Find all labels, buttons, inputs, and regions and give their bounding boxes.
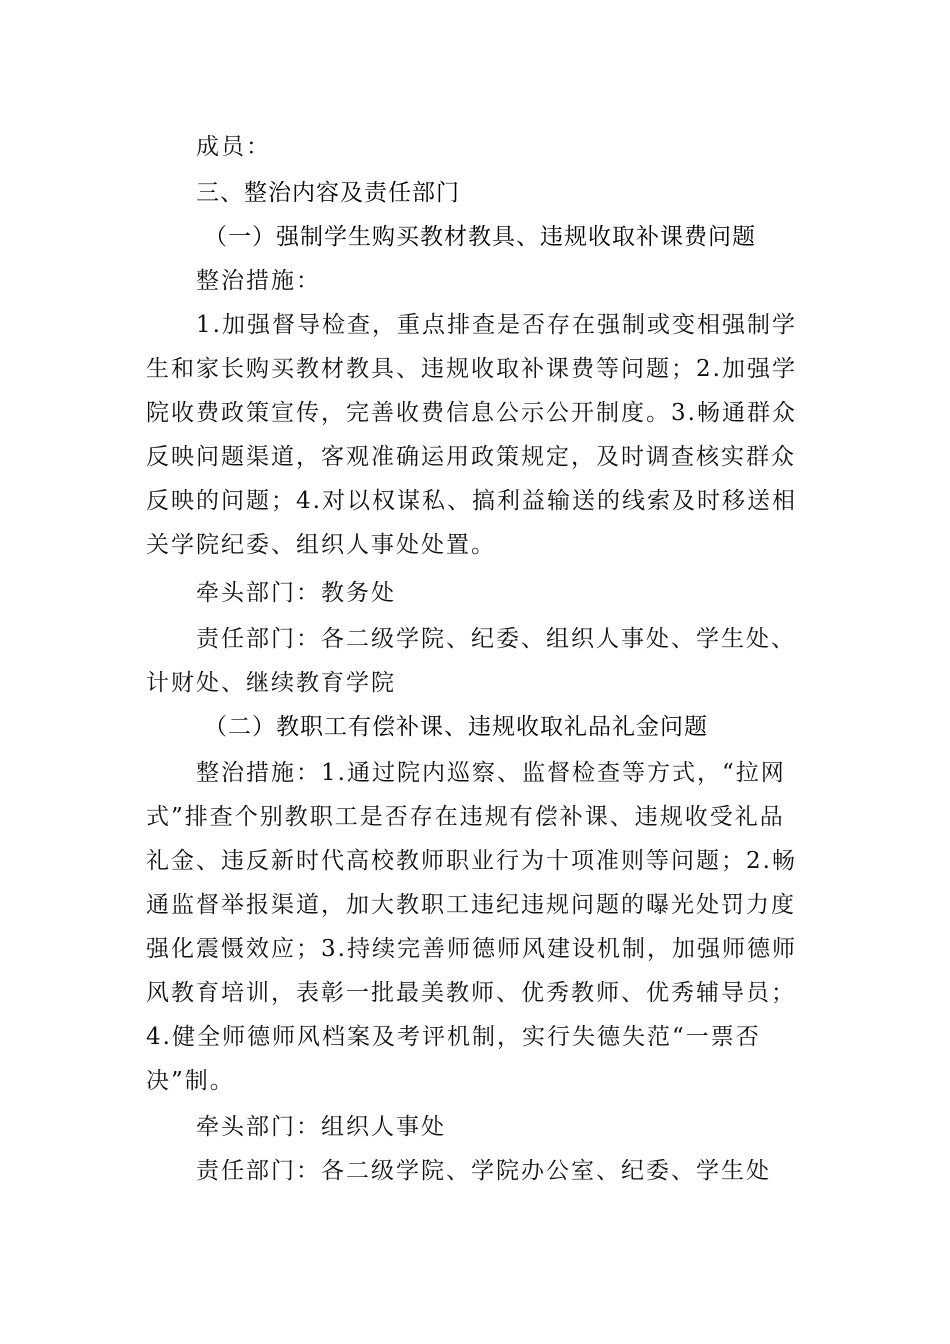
members-label: 成员： [196,134,271,160]
item1-lead-dept: 牵头部门：教务处 [196,580,396,606]
item2-body-line: 风教育培训，表彰一批最美教师、优秀教师、优秀辅导员； [146,980,796,1006]
item2-body-line: 决”制。 [146,1068,235,1094]
item1-resp-dept-line: 责任部门：各二级学院、纪委、组织人事处、学生处、 [196,626,796,652]
item1-body-line: 反映的问题；4.对以权谋私、搞利益输送的线索及时移送相 [146,488,797,514]
item2-body-line: 礼金、违反新时代高校教师职业行为十项准则等问题；2.畅 [146,848,797,874]
item2-lead-dept: 牵头部门：组织人事处 [196,1114,446,1140]
item2-body-line: 整治措施：1.通过院内巡察、监督检查等方式，“拉网 [196,760,786,786]
item2-body-line: 式”排查个别教职工是否存在违规有偿补课、违规收受礼品 [146,804,785,830]
item2-body-line: 强化震慑效应；3.持续完善师德师风建设机制，加强师德师 [146,936,797,962]
section-heading: 三、整治内容及责任部门 [196,180,460,206]
item1-resp-dept-line: 计财处、继续教育学院 [146,670,396,696]
item2-resp-dept: 责任部门：各二级学院、学院办公室、纪委、学生处 [196,1158,771,1184]
item2-body-line: 通监督举报渠道，加大教职工违纪违规问题的曝光处罚力度 [146,892,796,918]
item1-body-line: 反映问题渠道，客观准确运用政策规定，及时调查核实群众 [146,444,796,470]
item1-measures-label: 整治措施： [196,268,321,294]
item2-body-line: 4.健全师德师风档案及考评机制，实行失德失范“一票否 [146,1024,761,1050]
item1-body-line: 关学院纪委、组织人事处处置。 [146,532,496,558]
item1-body-line: 院收费政策宣传，完善收费信息公示公开制度。3.畅通群众 [146,400,797,426]
item1-title: （一）强制学生购买教材教具、违规收取补课费问题 [204,224,756,250]
item1-body-line: 生和家长购买教材教具、违规收取补课费等问题；2.加强学 [146,356,797,382]
item2-title: （二）教职工有偿补课、违规收取礼品礼金问题 [204,714,708,740]
item1-body-line: 1.加强督导检查，重点排查是否存在强制或变相强制学 [196,312,797,338]
